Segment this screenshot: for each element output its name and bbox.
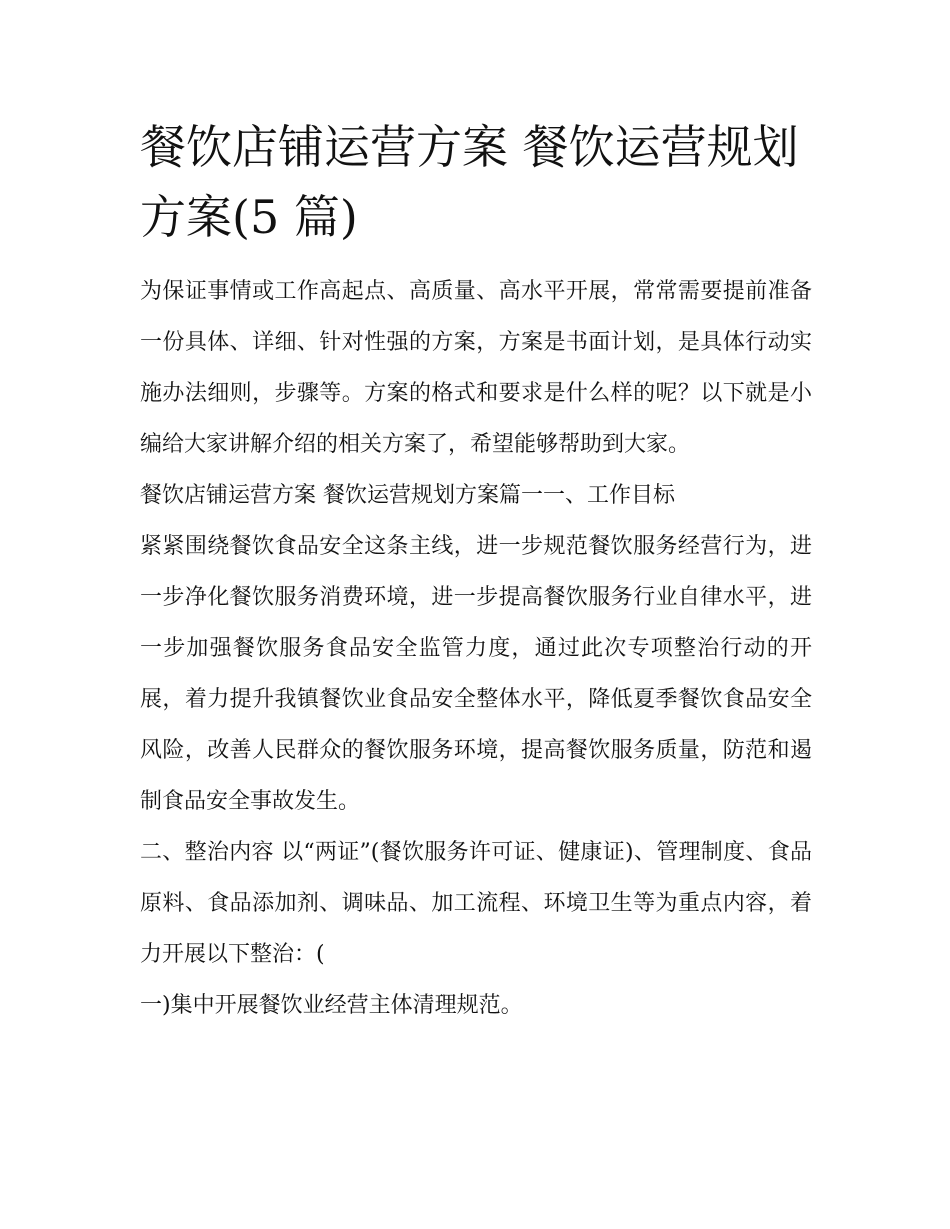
rectification-content-paragraph: 二、整治内容 以“两证”(餐饮服务许可证、健康证)、管理制度、食品原料、食品添加剂、调味品、加工流程、环境卫生等为重点内容，着力开展以下整治：( [140, 840, 812, 967]
document-title: 餐饮店铺运营方案 餐饮运营规划方案(5 篇) [140, 120, 799, 244]
section-heading-work-goals: 餐饮店铺运营方案 餐饮运营规划方案篇一一、工作目标 [140, 483, 675, 508]
intro-paragraph: 为保证事情或工作高起点、高质量、高水平开展，常常需要提前准备一份具体、详细、针对性强的方案，方案是书面计划，是具体行动实施办法细则，步骤等。方案的格式和要求是什么样的呢？以下就是小编给大家讲解介绍的相关方案了，希望能够帮助到大家。 [140, 279, 812, 457]
work-goals-paragraph: 紧紧围绕餐饮食品安全这条主线，进一步规范餐饮服务经营行为，进一步净化餐饮服务消费环境，进一步提高餐饮服务行业自律水平，进一步加强餐饮服务食品安全监管力度，通过此次专项整治行动的开展，着力提升我镇餐饮业食品安全整体水平，降低夏季餐饮食品安全风险，改善人民群众的餐饮服务环境，提高餐饮服务质量，防范和遏制食品安全事故发生。 [140, 534, 812, 814]
document-page [140, 112, 820, 1031]
subsection-heading-1: 一)集中开展餐饮业经营主体清理规范。 [140, 993, 523, 1018]
